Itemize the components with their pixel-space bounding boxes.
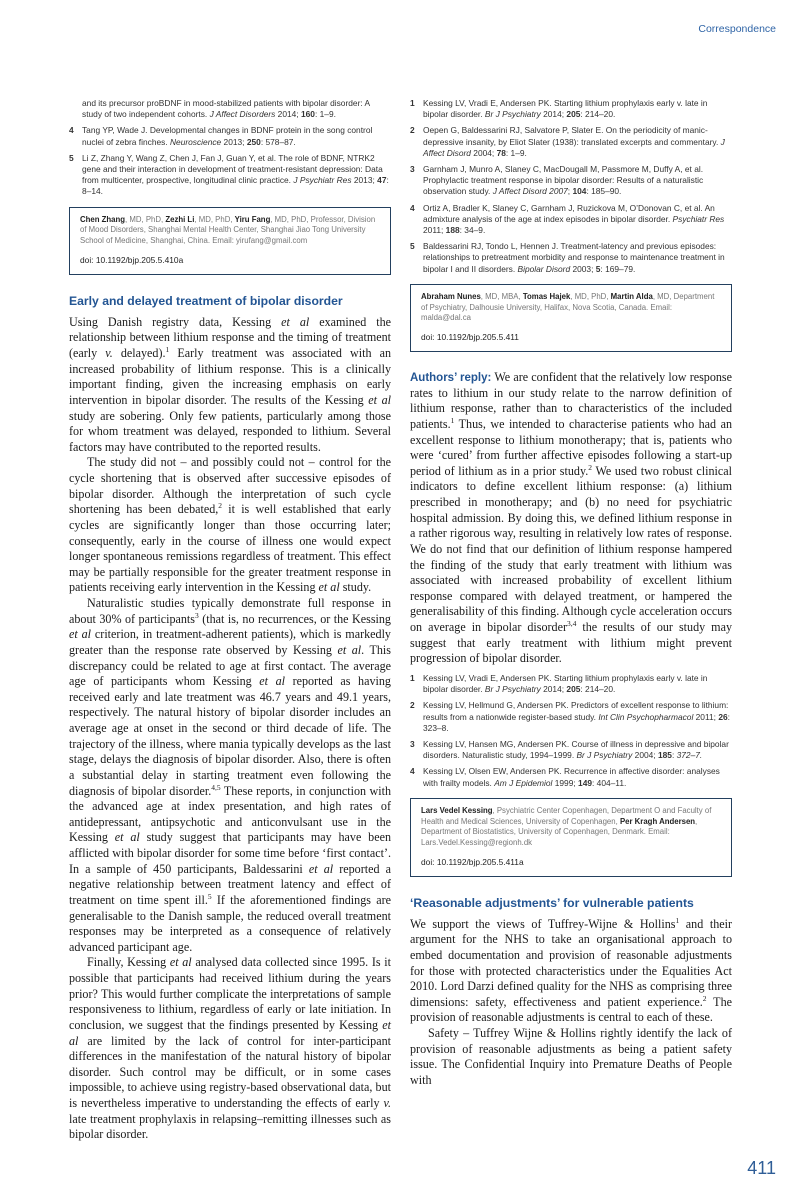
text-run: examined the relationship between lithium response and the timing of treatment (early [69, 314, 391, 361]
text-run: Naturalistic studies typically demonstrate full response in about 30% of participants [69, 596, 391, 626]
text-run: 188 [445, 225, 460, 236]
text-run: (that is, no recurrences, or the Kessing [198, 611, 391, 626]
text-run: 2013; [351, 175, 378, 186]
reference-item [410, 125, 732, 159]
text-run: : 214–20. [580, 109, 616, 120]
text-run: Li Z, Zhang Y, Wang Z, Chen J, Fan J, Guan Y, et al. The role of BDNF, NTRK2 gene and their interaction in development of treatment-resistant depression: Data from multicenter, prospective, longitudinal clinic practice. [82, 152, 383, 186]
text-run: , Department of Biostatistics, University of Copenhagen, Denmark. Email: Lars.Vedel.Kessing@regionh.dk [421, 816, 698, 848]
text-run: Br J Psychiatry [576, 750, 633, 761]
text-run: 2014; [540, 684, 567, 695]
reference-item [410, 739, 732, 761]
article-heading: Early and delayed treatment of bipolar disorder [69, 293, 343, 308]
text-run: Baldessarini RJ, Tondo L, Hennen J. Treatment-latency and previous episodes: relationships to pretreatment morbidity and response to maintenance treatment in bipolar I and II disorders. [423, 241, 725, 274]
text-run: 1999; [552, 777, 579, 788]
text-run: 26 [718, 711, 728, 722]
text-run: Kessing LV, Vradi E, Andersen PK. Starting lithium prophylaxis early v. late in bipolar disorder. [423, 672, 708, 695]
reference-item [410, 673, 732, 695]
text-run: , MD, MBA, [480, 291, 523, 301]
author-affiliation [80, 215, 380, 247]
text-run: Early treatment was associated with an increased probability of lithium response. This is a clinically important finding, given the increasing emphasis on early intervention in bipolar disorder. The results of the Kessing [69, 346, 391, 407]
text-run: Abraham Nunes [421, 291, 481, 301]
text-run: , MD, PhD, [125, 214, 166, 224]
text-run: Kessing LV, Hellmund G, Andersen PK. Predictors of excellent response to lithium: results from a nationwide register-based study. [423, 700, 729, 722]
text-run: and their argument for the NHS to take an organisational approach to embed documentation and provision of reasonable adjustments for those with protected characteristics under the Equalities Act 2010. Lord Darzi defined quality for the NHS as comprising three dimensions: safety, effectiveness and patient experience. [410, 916, 732, 1009]
citation-superscript: 2 [588, 462, 593, 472]
text-run: are limited by the lack of control for inter-participant differences in the manifestation of the natural history of bipolar disorder. Such control may be difficult, or in some cases impossible, to achieve using registry-based observational data, but is nevertheless imperative to understanding the effects of early [69, 1033, 391, 1111]
text-run: Thus, we intended to characterise patients who had an excellent response to lithium monotherapy; that is, patients who were ‘cured’ from further affective episodes following a start-up period of lithium as in a prior study. [410, 416, 732, 478]
reply-paragraph [410, 370, 732, 667]
text-run: it is well established that early cycles are significantly longer than those occurring later; consequently, early in the course of illness one would expect longer spontaneous remissions regardless of treatment. This effect may be partially responsible for the greater treatment response in patients receiving early intervention in the Kessing [69, 502, 391, 595]
paragraph [410, 1026, 732, 1089]
reply-text [410, 370, 732, 665]
text-run: et al [318, 580, 340, 595]
text-run: J Affect Disord 2007 [492, 186, 568, 197]
doi-link[interactable]: doi: 10.1192/bjp.205.5.411a [421, 856, 524, 867]
text-run: Zezhi Li [165, 214, 195, 224]
citation-superscript: 3,4 [567, 619, 577, 629]
text-run: et al [259, 674, 285, 689]
reference-number: 4 [410, 202, 415, 213]
author-box [410, 798, 732, 877]
reference-number: 5 [69, 152, 74, 163]
text-run: et al [69, 1017, 391, 1048]
text-run: Lars Vedel Kessing [421, 805, 493, 815]
text-run: , MD, PhD, Professor, Division of Mood Disorders, Shanghai Mental Health Center, Shanghai Jiao Tong University School of Medicine, Shanghai, China. Email: yirufang@gmail.com [80, 214, 376, 246]
reference-number: 3 [410, 164, 415, 175]
text-run: 2014; [275, 109, 301, 120]
text-run: Using Danish registry data, Kessing [69, 314, 282, 329]
text-run: 47 [377, 175, 387, 186]
text-run: : 578–87. [260, 136, 296, 147]
text-run: Kessing LV, Hansen MG, Andersen PK. Course of illness in depressive and bipolar disorders. Naturalistic study, 1994–1999. [423, 738, 729, 761]
text-run: . This discrepancy could be related to age at first contact. The average age of participants whom Kessing [69, 642, 391, 689]
text-run: J Affect Disorders [209, 109, 276, 120]
text-run: : 323–8. [423, 711, 730, 733]
reference-number: 5 [410, 241, 415, 252]
citation-superscript: 5 [207, 891, 212, 901]
paragraph [69, 955, 391, 1143]
authors-reply [410, 370, 732, 667]
text-run: study are sobering. Only few patients, particularly among those for whom treatment was delayed, responded to lithium. Several factors may have contributed to the reported results. [69, 408, 391, 454]
text-run: ; [567, 186, 573, 197]
text-run: : 1–9. [314, 109, 336, 120]
text-run: Int Clin Psychopharmacol [598, 711, 694, 722]
citation-superscript: 2 [218, 501, 223, 511]
reference-item [410, 203, 732, 237]
text-run: , MD, PhD, [570, 291, 611, 301]
text-run: v. [383, 1096, 391, 1111]
text-run: , Psychiatric Center Copenhagen, Department O and Faculty of Health and Medical Sciences, University of Copenhagen, [421, 805, 712, 826]
text-run: reported a negative relationship between treatment latency and effect of treatment on time spent ill. [69, 861, 391, 907]
reference-number: 4 [69, 125, 74, 136]
citation-superscript: 2 [702, 993, 707, 1003]
paragraph [410, 917, 732, 1026]
text-run: Kessing LV, Vradi E, Andersen PK. Starting lithium prophylaxis early v. late in bipolar disorder. [423, 98, 708, 120]
doi-link[interactable]: doi: 10.1192/bjp.205.5.410a [80, 255, 184, 266]
author-affiliation [421, 292, 721, 324]
text-run: Kessing LV, Olsen EW, Andersen PK. Recurrence in affective disorder: analyses with frailty models. [423, 766, 720, 788]
text-run: : 1–9. [505, 147, 527, 158]
article-body [410, 917, 732, 1089]
reference-item [410, 700, 732, 734]
doi-link[interactable]: doi: 10.1192/bjp.205.5.411 [421, 332, 519, 343]
text-run: : 404–11. [592, 777, 627, 788]
text-run: The provision of reasonable adjustments is central to each of these. [410, 994, 732, 1025]
paragraph [69, 596, 391, 955]
paragraph [69, 315, 391, 456]
reference-number: 2 [410, 125, 415, 136]
text-run: v. [105, 346, 113, 361]
article-heading: ‘Reasonable adjustments’ for vulnerable patients [410, 895, 694, 910]
text-run: J Affect Disord [423, 136, 725, 158]
text-run: , MD, Department of Psychiatry, Dalhousie University, Halifax, Nova Scotia, Canada. Email: malda@dal.ca [421, 291, 715, 323]
text-run: 2003; [570, 263, 596, 274]
text-run: 2013; [221, 136, 247, 147]
paragraph [69, 455, 391, 596]
text-run: We support the views of Tuffrey-Wijne & Hollins [410, 916, 676, 931]
references-list [410, 673, 732, 794]
text-run: et al [114, 830, 140, 845]
text-run: J Psychiatr Res [293, 175, 352, 186]
text-run: 185 [657, 750, 672, 761]
text-run: These reports, in conjunction with the advanced age at index presentation, and high rates of antidepressant, antipsychotic and anticonvulsant use in the Kessing [69, 783, 391, 845]
citation-superscript: 1 [450, 415, 455, 425]
text-run: Safety – Tuffrey Wijne & Hollins rightly identify the lack of provision of reasonable adjustments as being a patient safety issue. The Confidential Inquiry into Premature Deaths of People with [410, 1026, 732, 1087]
text-run: criterion, in treatment-adherent patients), which is markedly greater than the response rate observed by Kessing [69, 627, 391, 657]
text-run: Ortiz A, Bradler K, Slaney C, Garnham J, Ruzickova M, O’Donovan C, et al. An admixture analysis of the age at index episodes in bipolar disorder. [423, 202, 715, 224]
text-run: 78 [496, 147, 506, 158]
text-run: 160 [300, 109, 315, 120]
text-run: 205 [566, 109, 581, 120]
citation-superscript: 1 [165, 345, 170, 355]
author-affiliation [421, 806, 721, 849]
text-run: delayed). [112, 346, 166, 361]
author-box [69, 207, 391, 275]
text-run: 2014; [540, 109, 567, 120]
text-run: and its precursor proBDNF in mood-stabilized patients with bipolar disorder: A study of two independent cohorts. [82, 98, 370, 120]
text-run: : 8–14. [82, 175, 389, 197]
text-run: study. [339, 580, 372, 595]
text-run: , MD, PhD, [194, 214, 235, 224]
text-run: Per Kragh Andersen [619, 816, 696, 826]
left-column [69, 98, 391, 1143]
reference-number: 3 [410, 738, 415, 749]
text-run: 250 [246, 136, 261, 147]
reference-number: 1 [410, 98, 415, 108]
reference-item [69, 125, 391, 147]
text-run: Neuroscience [170, 136, 222, 147]
text-run: Oepen G, Baldessarini RJ, Salvatore P, Slater E. On the periodicity of manic-depressive insanity, by Eliot Slater (1938): translated excerpts and commentary. [423, 125, 721, 147]
text-run: et al [281, 314, 310, 329]
text-run: study suggest that participants may have been afflicted with bipolar disorder for some time before ‘first contact’. In a sample of 450 participants, Baldessarini [69, 830, 391, 876]
text-run: Br J Psychiatry [484, 109, 541, 120]
references-list [69, 98, 391, 203]
text-run: 149 [578, 777, 593, 788]
reference-item [69, 98, 391, 120]
text-run: 5 [595, 263, 601, 274]
text-run: 2004; [470, 147, 497, 158]
right-column [410, 98, 732, 1089]
text-run: 2011; [693, 711, 719, 722]
text-run: et al [69, 627, 92, 642]
citation-superscript: 3 [194, 610, 199, 620]
text-run: : 185–90. [586, 186, 622, 197]
text-run: Chen Zhang [80, 214, 126, 224]
text-run: et al [169, 955, 192, 970]
text-run: 104 [572, 186, 587, 197]
text-run: : 169–79. [600, 263, 636, 274]
text-run: Tomas Hajek [522, 291, 571, 301]
text-run: Finally, Kessing [87, 955, 170, 970]
text-run: Martin Alda [610, 291, 653, 301]
section-header: Correspondence [698, 23, 776, 35]
text-run: the results of our study may suggest that early treatment with lithium might prevent progression of bipolar disorder. [410, 620, 733, 666]
references-list [410, 98, 732, 280]
text-run: analysed data collected since 1995. Is it possible that participants had received lithium during the years prior? This would further complicate the interpretations of sample responsiveness to lithium, regardless of early or late initiation. In conclusion, we suggest that the findings presented by Kessing [69, 955, 391, 1032]
reference-item [410, 164, 732, 198]
text-run: et al [368, 392, 391, 407]
text-run: The study did not – and possibly could not – control for the cycle shortening that is observed after successive episodes of bipolar disorder. Although the interpretation of such cycle shortening has been debated, [69, 455, 391, 517]
text-run: We are confident that the relatively low response rates to lithium in our study relate to the narrow definition of lithium response, rather than to characteristics of the included patients. [410, 370, 733, 431]
text-run: Bipolar Disord [517, 263, 571, 274]
reference-item [410, 766, 732, 788]
author-box [410, 284, 732, 352]
text-run: 205 [566, 684, 581, 695]
reference-item [410, 98, 732, 120]
reply-lead: Authors’ reply: [410, 372, 492, 385]
text-run: : 214–20. [580, 684, 616, 695]
text-run: We used two robust clinical indicators to define excellent lithium response: (a) lithium prescribed in monotherapy; and (b) no need for psychiatric hospital admission. By doing this, we defined lithium response in a rather rigorous way, resulting in relatively low rates of response. We do not find that our definition of lithium response hampered the finding of the study that early treatment with lithium was associated with increased probability of excellent lithium response compared with delayed treatment, or hampered the generalisability of this finding. Although cycle acceleration occurs on average in bipolar disorder [410, 463, 732, 635]
reference-number: 2 [410, 700, 415, 711]
page-columns [0, 36, 800, 1143]
text-run: Tang YP, Wade J. Developmental changes in BDNF protein in the song control nuclei of zebra finches. [82, 125, 373, 147]
article-body [69, 315, 391, 1143]
reference-number: 4 [410, 766, 415, 777]
text-run: If the aforementioned findings are generalisable to the Danish sample, the reduced overall treatment responses may be interpreted as a consequence of relatively advanced participant age. [69, 892, 391, 954]
citation-superscript: 1 [675, 915, 680, 925]
text-run: et al [337, 642, 362, 657]
reference-number: 1 [410, 672, 415, 683]
page-number: 411 [747, 1157, 776, 1178]
text-run: Yiru Fang [234, 214, 271, 224]
text-run: late treatment prophylaxis in relapsing–remitting illnesses such as bipolar disorder. [69, 1111, 391, 1142]
text-run: : [671, 750, 677, 761]
text-run: Psychiatr Res [672, 213, 725, 224]
text-run: et al [308, 861, 334, 876]
text-run: : 34–9. [459, 225, 486, 236]
text-run: Garnham J, Munro A, Slaney C, MacDougall M, Passmore M, Duffy A, et al. Prophylactic treatment response in bipolar disorder: Results of a naturalistic observation study. [423, 164, 704, 197]
reference-item [410, 241, 732, 275]
text-run: reported as having received early and late treatment was 46.7 years and 49.1 years, respectively. The natural history of bipolar disorder includes an average age at onset in the second or third decade of life. The trajectory of the illness, where mania typically develops as the last stage, delays the diagnosis of bipolar disorder. Also, there is often a substantial delay in starting treatment even following the diagnosis of bipolar disorder. [69, 674, 391, 798]
citation-superscript: 4,5 [211, 782, 221, 792]
text-run: Br J Psychiatry [484, 684, 541, 695]
text-run: Am J Epidemiol [494, 777, 553, 788]
reference-item [69, 153, 391, 198]
text-run: 2011; [423, 225, 446, 236]
text-run: 2004; [632, 750, 658, 761]
text-run: 372–7. [676, 750, 703, 761]
